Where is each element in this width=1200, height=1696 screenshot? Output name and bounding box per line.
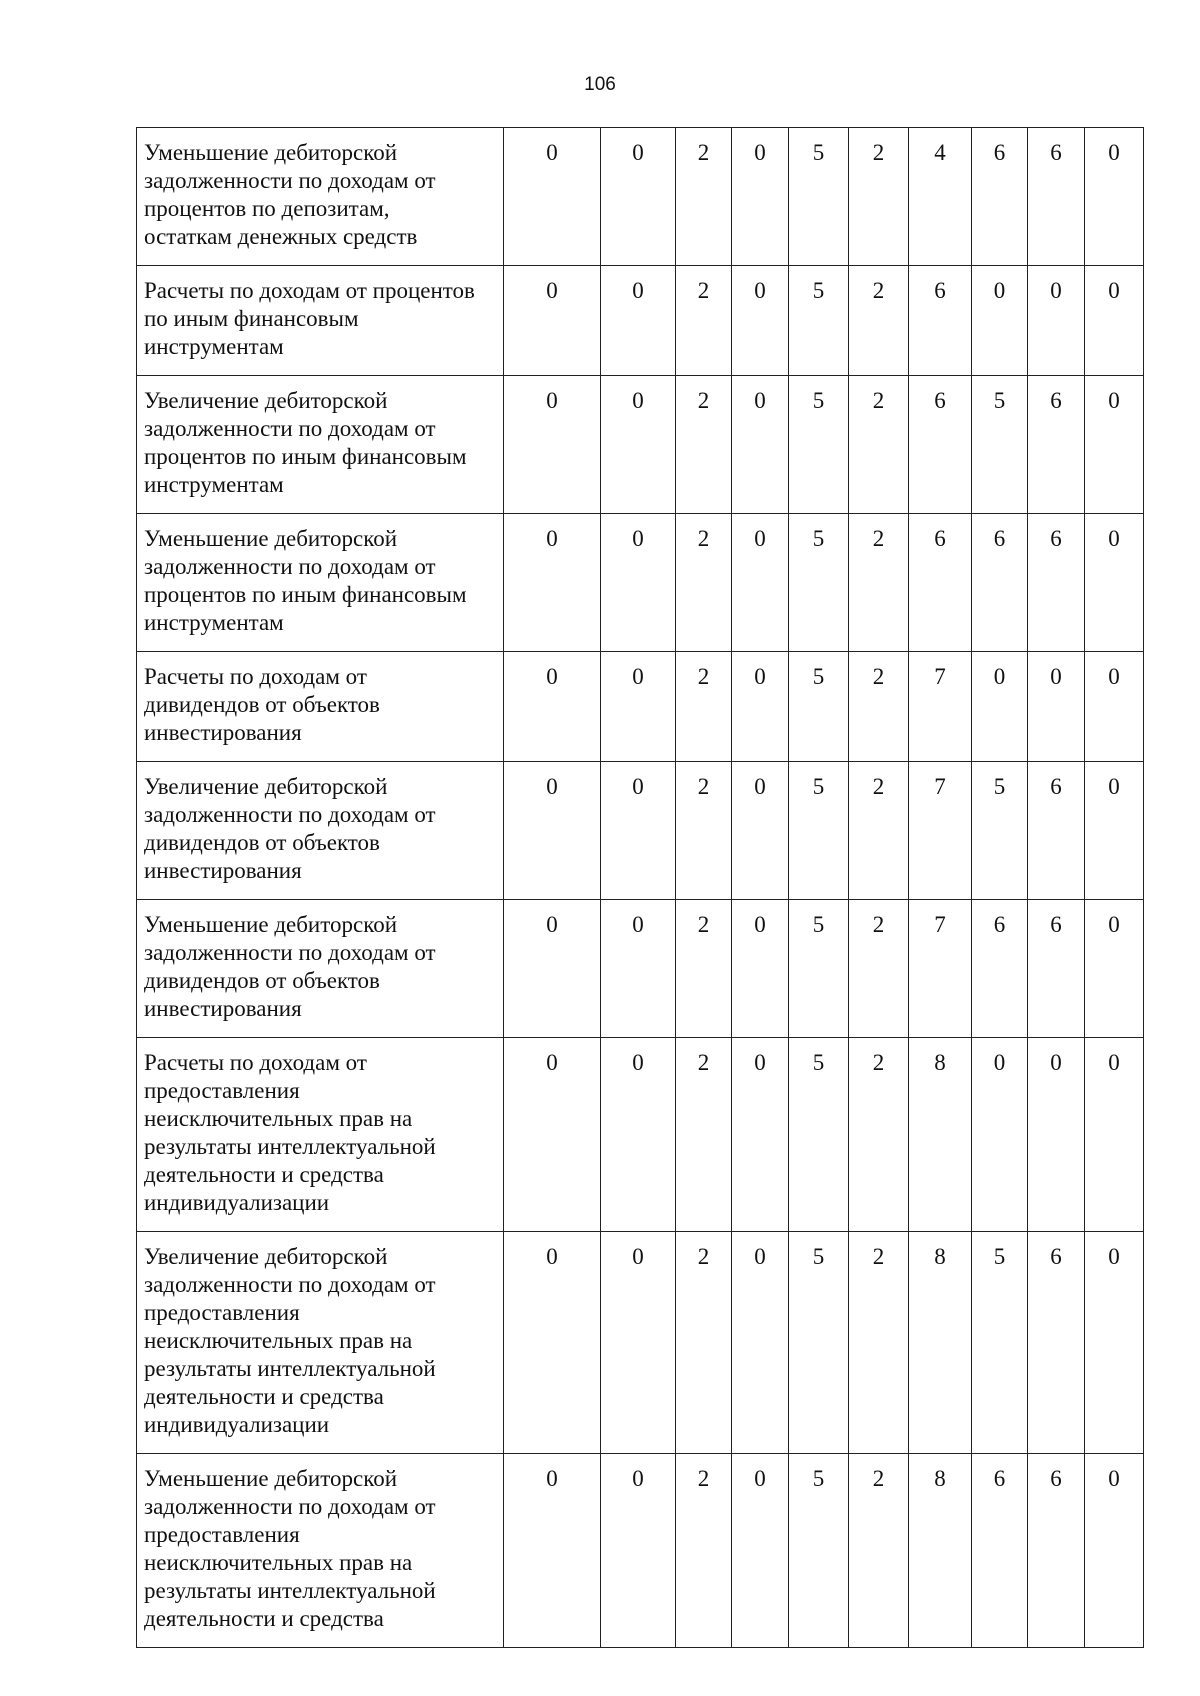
code-digit-cell: 2	[849, 900, 909, 1038]
code-digit-cell: 0	[504, 266, 601, 376]
row-label-line: Увеличение дебиторской	[144, 388, 388, 413]
code-digit-cell: 0	[732, 1038, 789, 1232]
table-row	[137, 1454, 1144, 1648]
code-digit-cell: 6	[909, 514, 972, 652]
code-digit-cell: 2	[676, 1038, 732, 1232]
row-label-cell	[137, 1232, 504, 1454]
code-digit-cell: 6	[1028, 1232, 1085, 1454]
code-digit-cell: 0	[504, 652, 601, 762]
code-digit-cell: 0	[504, 1232, 601, 1454]
row-label-cell	[137, 1454, 504, 1648]
row-label-line: Увеличение дебиторской	[144, 774, 388, 799]
row-label-cell	[137, 128, 504, 266]
code-digit-cell: 6	[972, 128, 1028, 266]
code-digit-cell: 2	[849, 652, 909, 762]
code-digit-cell: 0	[601, 900, 676, 1038]
row-label-line: Расчеты по доходам от	[144, 1050, 367, 1075]
code-digit-cell: 0	[1028, 1038, 1085, 1232]
row-label-line: инвестирования	[144, 720, 302, 745]
row-label-cell	[137, 266, 504, 376]
row-label-line: результаты интеллектуальной	[144, 1134, 436, 1159]
code-digit-cell: 0	[732, 1454, 789, 1648]
code-digit-cell: 5	[789, 266, 849, 376]
row-label-line: инструментам	[144, 334, 284, 359]
code-digit-cell: 0	[1085, 900, 1144, 1038]
row-label-line: инвестирования	[144, 858, 302, 883]
code-digit-cell: 0	[732, 652, 789, 762]
table-row	[137, 900, 1144, 1038]
code-digit-cell: 0	[1085, 128, 1144, 266]
code-digit-cell: 0	[601, 1038, 676, 1232]
code-digit-cell: 5	[789, 900, 849, 1038]
row-label-cell	[137, 652, 504, 762]
code-digit-cell: 0	[732, 128, 789, 266]
row-label-line: задолженности по доходам от	[144, 1494, 436, 1519]
code-digit-cell: 5	[972, 376, 1028, 514]
code-digit-cell: 6	[972, 514, 1028, 652]
code-digit-cell: 0	[601, 652, 676, 762]
code-digit-cell: 0	[504, 1454, 601, 1648]
table-body	[137, 128, 1144, 1648]
code-digit-cell: 2	[849, 1038, 909, 1232]
code-digit-cell: 0	[732, 376, 789, 514]
page-number: 106	[584, 74, 616, 95]
code-digit-cell: 2	[849, 1454, 909, 1648]
row-label-line: по иным финансовым	[144, 306, 359, 331]
row-label-line: деятельности и средства	[144, 1162, 384, 1187]
code-digit-cell: 0	[972, 652, 1028, 762]
row-label-line: предоставления	[144, 1078, 300, 1103]
code-digit-cell: 0	[1085, 514, 1144, 652]
code-digit-cell: 0	[972, 1038, 1028, 1232]
code-digit-cell: 0	[1085, 652, 1144, 762]
code-digit-cell: 0	[504, 128, 601, 266]
code-digit-cell: 0	[1085, 1038, 1144, 1232]
code-digit-cell: 7	[909, 900, 972, 1038]
code-digit-cell: 0	[601, 514, 676, 652]
code-digit-cell: 0	[1028, 266, 1085, 376]
row-label-line: дивидендов от объектов	[144, 968, 380, 993]
row-label-line: инструментам	[144, 610, 284, 635]
row-label-line: неисключительных прав на	[144, 1550, 413, 1575]
row-label-line: Увеличение дебиторской	[144, 1244, 388, 1269]
code-digit-cell: 0	[1085, 1232, 1144, 1454]
code-digit-cell: 2	[849, 514, 909, 652]
table-row	[137, 266, 1144, 376]
table-row	[137, 1038, 1144, 1232]
code-digit-cell: 7	[909, 762, 972, 900]
code-digit-cell: 2	[676, 514, 732, 652]
code-digit-cell: 0	[504, 762, 601, 900]
code-digit-cell: 0	[732, 514, 789, 652]
row-label-line: задолженности по доходам от	[144, 168, 436, 193]
table-row	[137, 514, 1144, 652]
code-digit-cell: 2	[849, 376, 909, 514]
row-label-line: остаткам денежных средств	[144, 224, 418, 249]
code-digit-cell: 0	[504, 1038, 601, 1232]
code-digit-cell: 6	[1028, 376, 1085, 514]
code-digit-cell: 2	[676, 128, 732, 266]
code-digit-cell: 0	[732, 900, 789, 1038]
row-label-line: деятельности и средства	[144, 1606, 384, 1631]
row-label-line: предоставления	[144, 1300, 300, 1325]
code-digit-cell: 2	[676, 1232, 732, 1454]
row-label-cell	[137, 762, 504, 900]
row-label-line: процентов по иным финансовым	[144, 582, 467, 607]
row-label-line: процентов по иным финансовым	[144, 444, 467, 469]
row-label-line: Уменьшение дебиторской	[144, 526, 398, 551]
code-digit-cell: 4	[909, 128, 972, 266]
table-row	[137, 376, 1144, 514]
code-digit-cell: 0	[732, 762, 789, 900]
code-digit-cell: 0	[1028, 652, 1085, 762]
code-digit-cell: 2	[849, 128, 909, 266]
row-label-line: неисключительных прав на	[144, 1106, 413, 1131]
row-label-line: Уменьшение дебиторской	[144, 140, 398, 165]
row-label-line: неисключительных прав на	[144, 1328, 413, 1353]
code-digit-cell: 2	[676, 652, 732, 762]
row-label-line: Уменьшение дебиторской	[144, 912, 398, 937]
code-digit-cell: 0	[601, 376, 676, 514]
row-label-cell	[137, 900, 504, 1038]
code-digit-cell: 0	[972, 266, 1028, 376]
code-digit-cell: 6	[1028, 128, 1085, 266]
code-digit-cell: 0	[1085, 266, 1144, 376]
row-label-cell	[137, 514, 504, 652]
row-label-line: инвестирования	[144, 996, 302, 1021]
account-code-table	[136, 127, 1144, 1648]
code-digit-cell: 0	[504, 900, 601, 1038]
code-digit-cell: 7	[909, 652, 972, 762]
code-digit-cell: 2	[849, 266, 909, 376]
code-digit-cell: 5	[789, 376, 849, 514]
code-digit-cell: 0	[1085, 762, 1144, 900]
row-label-line: задолженности по доходам от	[144, 554, 436, 579]
row-label-cell	[137, 1038, 504, 1232]
code-digit-cell: 2	[849, 1232, 909, 1454]
row-label-line: процентов по депозитам,	[144, 196, 390, 221]
code-digit-cell: 2	[676, 266, 732, 376]
code-digit-cell: 6	[909, 266, 972, 376]
row-label-line: задолженности по доходам от	[144, 416, 436, 441]
code-digit-cell: 6	[972, 1454, 1028, 1648]
code-digit-cell: 5	[789, 128, 849, 266]
code-digit-cell: 5	[789, 762, 849, 900]
code-digit-cell: 5	[789, 652, 849, 762]
code-digit-cell: 5	[972, 762, 1028, 900]
code-digit-cell: 2	[676, 762, 732, 900]
code-digit-cell: 0	[732, 1232, 789, 1454]
row-label-line: дивидендов от объектов	[144, 692, 380, 717]
row-label-line: задолженности по доходам от	[144, 1272, 436, 1297]
code-digit-cell: 0	[601, 1232, 676, 1454]
code-digit-cell: 6	[1028, 762, 1085, 900]
code-digit-cell: 8	[909, 1454, 972, 1648]
code-digit-cell: 6	[1028, 514, 1085, 652]
code-digit-cell: 6	[909, 376, 972, 514]
code-digit-cell: 8	[909, 1232, 972, 1454]
code-digit-cell: 6	[1028, 900, 1085, 1038]
row-label-line: Расчеты по доходам от	[144, 664, 367, 689]
row-label-line: результаты интеллектуальной	[144, 1356, 436, 1381]
row-label-line: дивидендов от объектов	[144, 830, 380, 855]
code-digit-cell: 0	[732, 266, 789, 376]
row-label-line: деятельности и средства	[144, 1384, 384, 1409]
code-digit-cell: 2	[676, 900, 732, 1038]
code-digit-cell: 5	[972, 1232, 1028, 1454]
code-digit-cell: 5	[789, 514, 849, 652]
code-digit-cell: 0	[601, 128, 676, 266]
row-label-line: Уменьшение дебиторской	[144, 1466, 398, 1491]
code-digit-cell: 2	[676, 1454, 732, 1648]
row-label-line: предоставления	[144, 1522, 300, 1547]
code-digit-cell: 0	[1085, 376, 1144, 514]
row-label-line: Расчеты по доходам от процентов	[144, 278, 475, 303]
row-label-line: задолженности по доходам от	[144, 802, 436, 827]
code-digit-cell: 2	[676, 376, 732, 514]
code-digit-cell: 0	[601, 1454, 676, 1648]
row-label-line: инструментам	[144, 472, 284, 497]
row-label-line: индивидуализации	[144, 1412, 330, 1437]
table-row	[137, 762, 1144, 900]
code-digit-cell: 0	[601, 762, 676, 900]
table-row	[137, 1232, 1144, 1454]
code-digit-cell: 6	[972, 900, 1028, 1038]
code-digit-cell: 5	[789, 1454, 849, 1648]
row-label-line: задолженности по доходам от	[144, 940, 436, 965]
code-digit-cell: 8	[909, 1038, 972, 1232]
row-label-cell	[137, 376, 504, 514]
code-digit-cell: 2	[849, 762, 909, 900]
row-label-line: индивидуализации	[144, 1190, 330, 1215]
table-row	[137, 128, 1144, 266]
row-label-line: результаты интеллектуальной	[144, 1578, 436, 1603]
code-digit-cell: 5	[789, 1232, 849, 1454]
code-digit-cell: 6	[1028, 1454, 1085, 1648]
table-row	[137, 652, 1144, 762]
code-digit-cell: 0	[601, 266, 676, 376]
code-digit-cell: 0	[504, 376, 601, 514]
code-digit-cell: 0	[1085, 1454, 1144, 1648]
code-digit-cell: 0	[504, 514, 601, 652]
code-digit-cell: 5	[789, 1038, 849, 1232]
